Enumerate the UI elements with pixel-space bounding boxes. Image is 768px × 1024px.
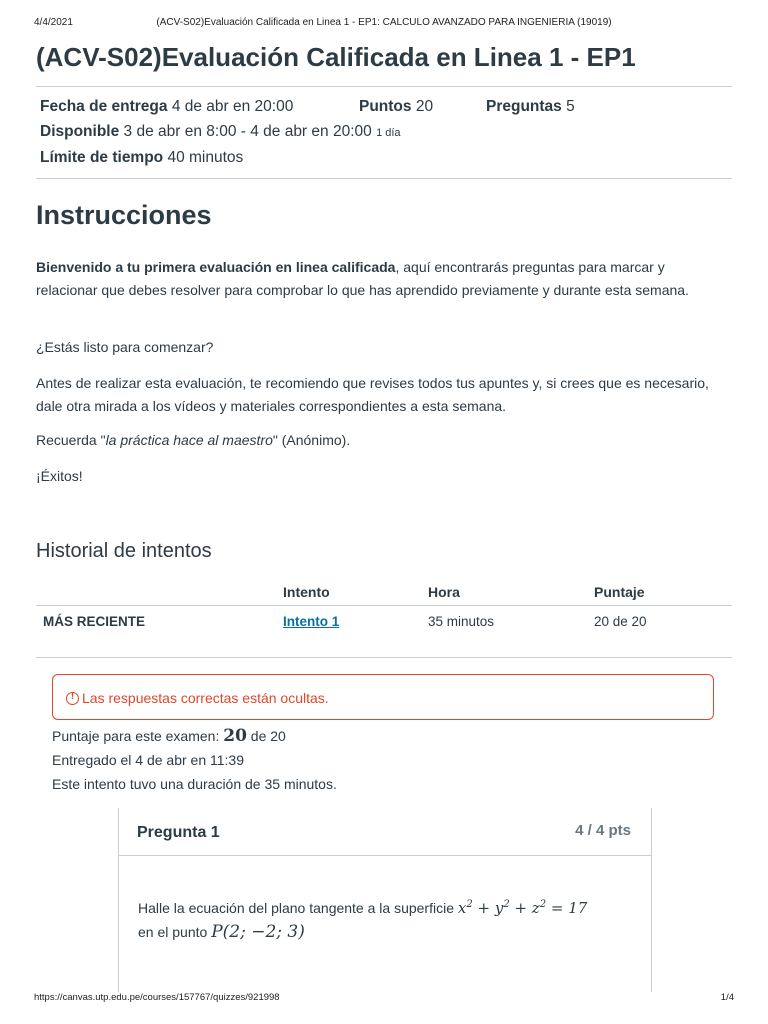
print-title: (ACV-S02)Evaluación Calificada en Linea 1 - EP1: CALCULO AVANZADO PARA INGENIERIA (19019) [156, 17, 612, 28]
print-date: 4/4/2021 [34, 17, 73, 28]
due-value: 4 de abr en 20:00 [171, 98, 294, 115]
due-label: Fecha de entrega [40, 98, 168, 115]
print-page-number: 1/4 [720, 992, 734, 1003]
score-label: Puntaje para este examen: [52, 728, 220, 744]
column-header-attempt: Intento [283, 584, 330, 600]
questions-count [486, 98, 575, 116]
time-limit-label: Límite de tiempo [40, 149, 164, 166]
print-footer [34, 992, 734, 1006]
quote-italic: la práctica hace al maestro [105, 432, 273, 448]
submitted-at: Entregado el 4 de abr en 11:39 [52, 752, 245, 768]
attempt-time: 35 minutos [428, 614, 495, 629]
questions-label: Preguntas [486, 98, 562, 115]
page-title: (ACV-S02)Evaluación Calificada en Linea 1 - EP1 [36, 42, 636, 72]
instructions-paragraph-1 [36, 256, 726, 302]
column-header-time: Hora [428, 584, 460, 600]
available-value: 3 de abr en 8:00 - 4 de abr en 20:00 [123, 123, 372, 140]
print-header [34, 17, 734, 31]
instructions-paragraph-3: Antes de realizar esta evaluación, te recomiendo que revises todos tus apuntes y, si crees que es necesario, dale otra mirada a los vídeos y materiales correspondientes a esta semana. [36, 375, 709, 414]
table-divider [36, 657, 732, 658]
hidden-answers-alert [52, 674, 714, 720]
warning-icon [66, 692, 79, 705]
welcome-bold: Bienvenido a tu primera evaluación en linea calificada [36, 259, 396, 275]
quote-pre: Recuerda " [36, 432, 106, 448]
points [359, 98, 433, 116]
instructions-paragraph-5: ¡Éxitos! [36, 468, 83, 484]
score-total: de 20 [250, 728, 286, 744]
question-text-mid: en el punto [138, 924, 208, 940]
question-card [118, 808, 652, 992]
score-value: 20 [223, 726, 247, 746]
column-header-score: Puntaje [594, 584, 645, 600]
due-date [40, 98, 293, 116]
quote-post: " (Anónimo). [272, 432, 351, 448]
instructions-heading: Instrucciones [36, 200, 212, 230]
row-label: MÁS RECIENTE [43, 614, 146, 629]
divider [36, 86, 732, 87]
question-header [119, 808, 651, 856]
attempt-score: 20 de 20 [594, 614, 647, 629]
question-text [138, 896, 638, 944]
table-divider [36, 605, 732, 606]
points-value: 20 [415, 98, 434, 115]
history-heading: Historial de intentos [36, 540, 212, 562]
questions-value: 5 [566, 98, 575, 115]
alert-text: Las respuestas correctas están ocultas. [82, 690, 329, 706]
attempt-duration: Este intento tuvo una duración de 35 minutos. [52, 776, 337, 792]
welcome-rest: , aquí encontrarás preguntas para marcar y relacionar que debes resolver para comprobar lo que has aprendido previamente y durante esta semana. [36, 259, 689, 298]
time-limit [40, 149, 243, 167]
available-label: Disponible [40, 123, 120, 140]
points-label: Puntos [359, 98, 412, 115]
instructions-paragraph-2: ¿Estás listo para comenzar? [36, 339, 214, 355]
instructions-paragraph-4 [36, 429, 726, 452]
question-title: Pregunta 1 [137, 824, 220, 841]
score-summary [52, 726, 286, 746]
print-url: https://canvas.utp.edu.pe/courses/157767/quizzes/921998 [34, 992, 280, 1003]
point-expression: P(2; −2; 3) [211, 922, 305, 942]
attempt-link[interactable]: Intento 1 [283, 614, 340, 629]
time-limit-value: 40 minutos [167, 149, 244, 166]
divider [36, 178, 732, 179]
available-extra: 1 día [376, 127, 401, 139]
surface-equation: $x^2 + y^2 + z^2 = 17$ [457, 899, 588, 917]
question-points: 4 / 4 pts [575, 822, 631, 839]
available [40, 123, 401, 141]
question-text-pre: Halle la ecuación del plano tangente a la superficie [138, 900, 454, 916]
